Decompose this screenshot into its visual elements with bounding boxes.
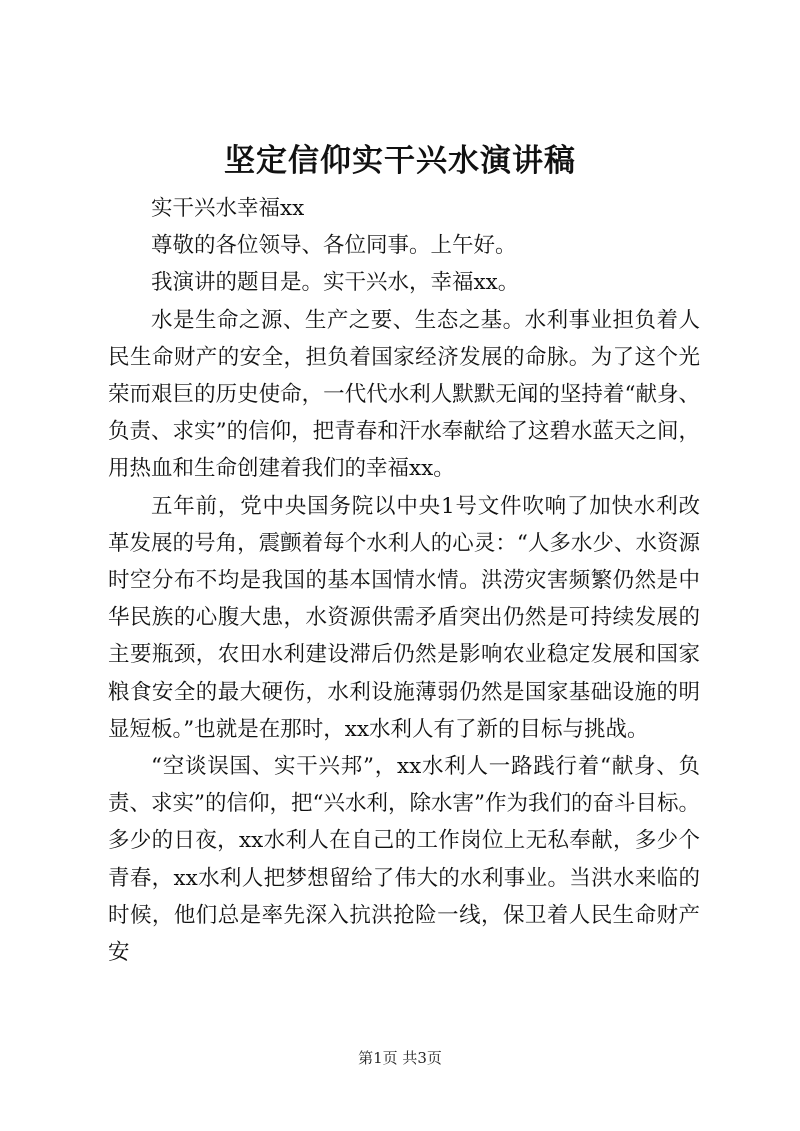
paragraph-body: 水是生命之源、生产之要、生态之基。水利事业担负着人民生命财产的安全，担负着国家经济发展的命脉。为了这个光荣而艰巨的历史使命，一代代水利人默默无闻的坚持着“献身、负责、求实”的信仰，把青春和汗水奉献给了这碧水蓝天之间，用热血和生命创建着我们的幸福xx。 <box>108 307 700 482</box>
paragraph-greeting: 尊敬的各位领导、各位同事。上午好。 <box>151 233 517 259</box>
paragraph-body: “空谈误国、实干兴邦”，xx水利人一路践行着“献身、负责、求实”的信仰，把“兴水利，除水害”作为我们的奋斗目标。多少的日夜，xx水利人在自己的工作岗位上无私奉献，多少个青春，xx水利人把梦想留给了伟大的水利事业。当洪水来临的时候，他们总是率先深入抗洪抢险一线，保卫着人民生命财产安 <box>108 754 700 966</box>
document-title: 坚定信仰实干兴水演讲稿 <box>224 143 576 179</box>
page-footer: 第1页 共3页 <box>358 1049 442 1067</box>
paragraph-topic: 我演讲的题目是。实干兴水，幸福xx。 <box>151 270 520 296</box>
document-body <box>108 190 700 971</box>
paragraph-subtitle: 实干兴水幸福xx <box>151 196 305 221</box>
paragraph-body: 五年前，党中央国务院以中央1号文件吹响了加快水利改革发展的号角，震颤着每个水利人的心灵：“人多水少、水资源时空分布不均是我国的基本国情水情。洪涝灾害频繁仍然是中华民族的心腹大患，水资源供需矛盾突出仍然是可持续发展的主要瓶颈，农田水利建设滞后仍然是影响农业稳定发展和国家粮食安全的最大硬伤，水利设施薄弱仍然是国家基础设施的明显短板。”也就是在那时，xx水利人有了新的目标与挑战。 <box>108 493 700 742</box>
